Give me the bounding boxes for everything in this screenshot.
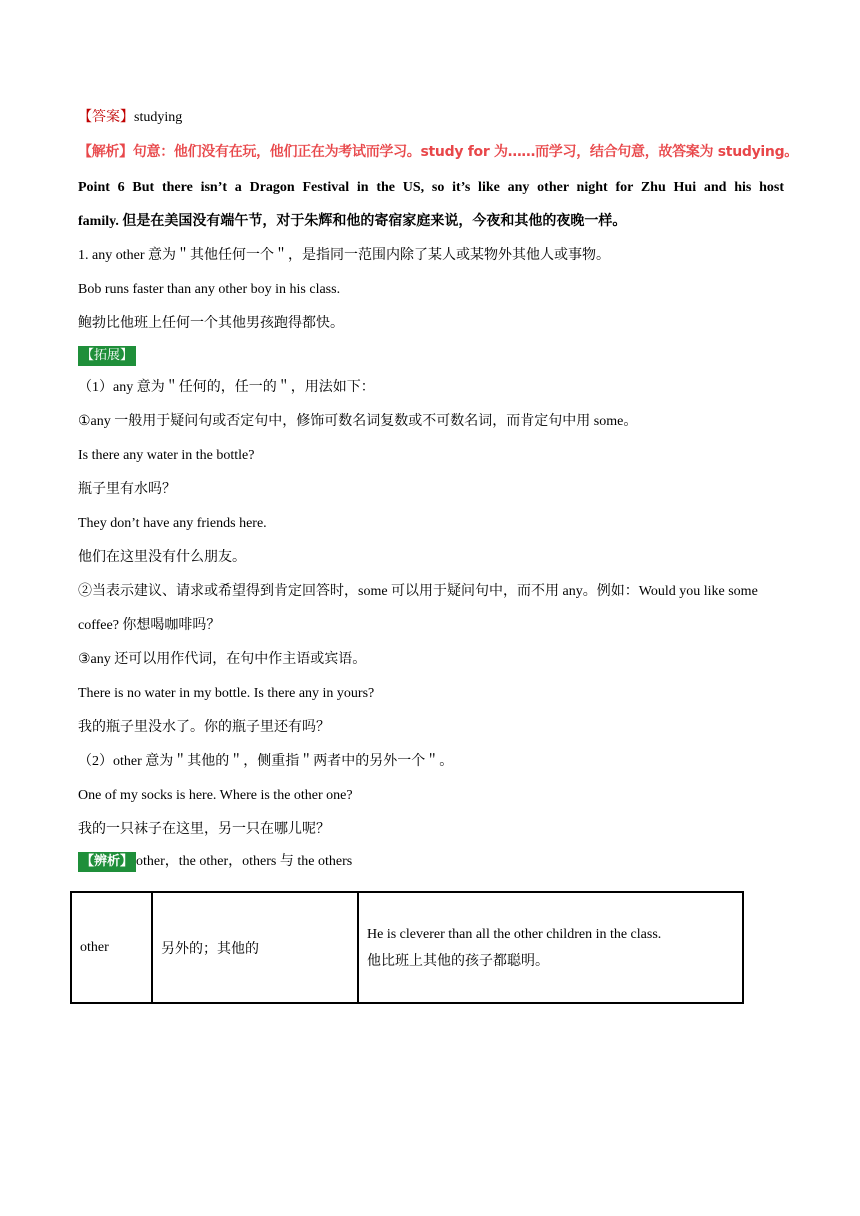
extend-line-3: Is there any water in the bottle? [78,448,255,463]
extend-line-8: coffee? 你想喝咖啡吗？ [78,618,221,633]
extend-line-4: 瓶子里有水吗？ [78,482,176,497]
answer-line [78,108,784,128]
extend-line-5: They don’t have any friends here. [78,516,267,531]
extend-line-10: There is no water in my bottle. Is there any in yours? [78,686,375,701]
extend-line-9: ③any 还可以用作代词，在句中作主语或宾语。 [78,652,367,667]
extend-line-2: ①any 一般用于疑问句或否定句中，修饰可数名词复数或不可数名词，而肯定句中用 some。 [78,414,638,429]
extend-line-14: 我的一只袜子在这里，另一只在哪儿呢？ [78,822,330,837]
extend-line-7: ②当表示建议、请求或希望得到肯定回答时，some 可以用于疑问句中，而不用 any。例如：Would you like some [78,584,758,599]
table-cell-word: other [71,892,152,1003]
comparison-table [70,891,744,1004]
extend-tag: 【拓展】 [78,346,136,366]
document-body [78,108,799,872]
answer-label: 【答案】 [78,110,134,125]
table-row [71,892,743,1003]
extend-heading [78,346,784,366]
table-cell-meaning: 另外的；其他的 [152,892,358,1003]
diff-text: other，the other，others 与 the others [136,854,353,869]
point-line-2: family. 但是在美国没有端午节，对于朱辉和他的寄宿家庭来说，今夜和其他的夜晚一样。 [78,214,627,229]
extend-line-6: 他们在这里没有什么朋友。 [78,550,246,565]
diff-tag: 【辨析】 [78,852,136,872]
extend-line-1: （1）any 意为＂任何的，任一的＂，用法如下： [78,380,375,395]
point-line-1: Point 6 But there isn’t a Dragon Festival in the US, so it’s like any other night for Zhu Hui and his host [78,180,784,195]
extend-line-13: One of my socks is here. Where is the other one? [78,788,353,803]
example-zh: 他比班上其他的孩子都聪明。 [367,953,549,969]
body-line-3: 鲍勃比他班上任何一个其他男孩跑得都快。 [78,316,344,331]
diff-heading [78,852,784,872]
body-line-1: 1. any other 意为＂其他任何一个＂，是指同一范围内除了某人或某物外其他人或事物。 [78,248,610,263]
extend-line-12: （2）other 意为＂其他的＂，侧重指＂两者中的另外一个＂。 [78,754,454,769]
extend-line-11: 我的瓶子里没水了。你的瓶子里还有吗？ [78,720,330,735]
analysis-line: 【解析】句意：他们没有在玩，他们正在为考试而学习。study for 为……而学习，结合句意，故答案为 studying。 [78,144,799,160]
body-line-2: Bob runs faster than any other boy in his class. [78,282,341,297]
table-cell-example [358,892,743,1003]
example-en: He is cleverer than all the other children in the class. [367,926,662,942]
answer-value: studying [134,110,183,125]
